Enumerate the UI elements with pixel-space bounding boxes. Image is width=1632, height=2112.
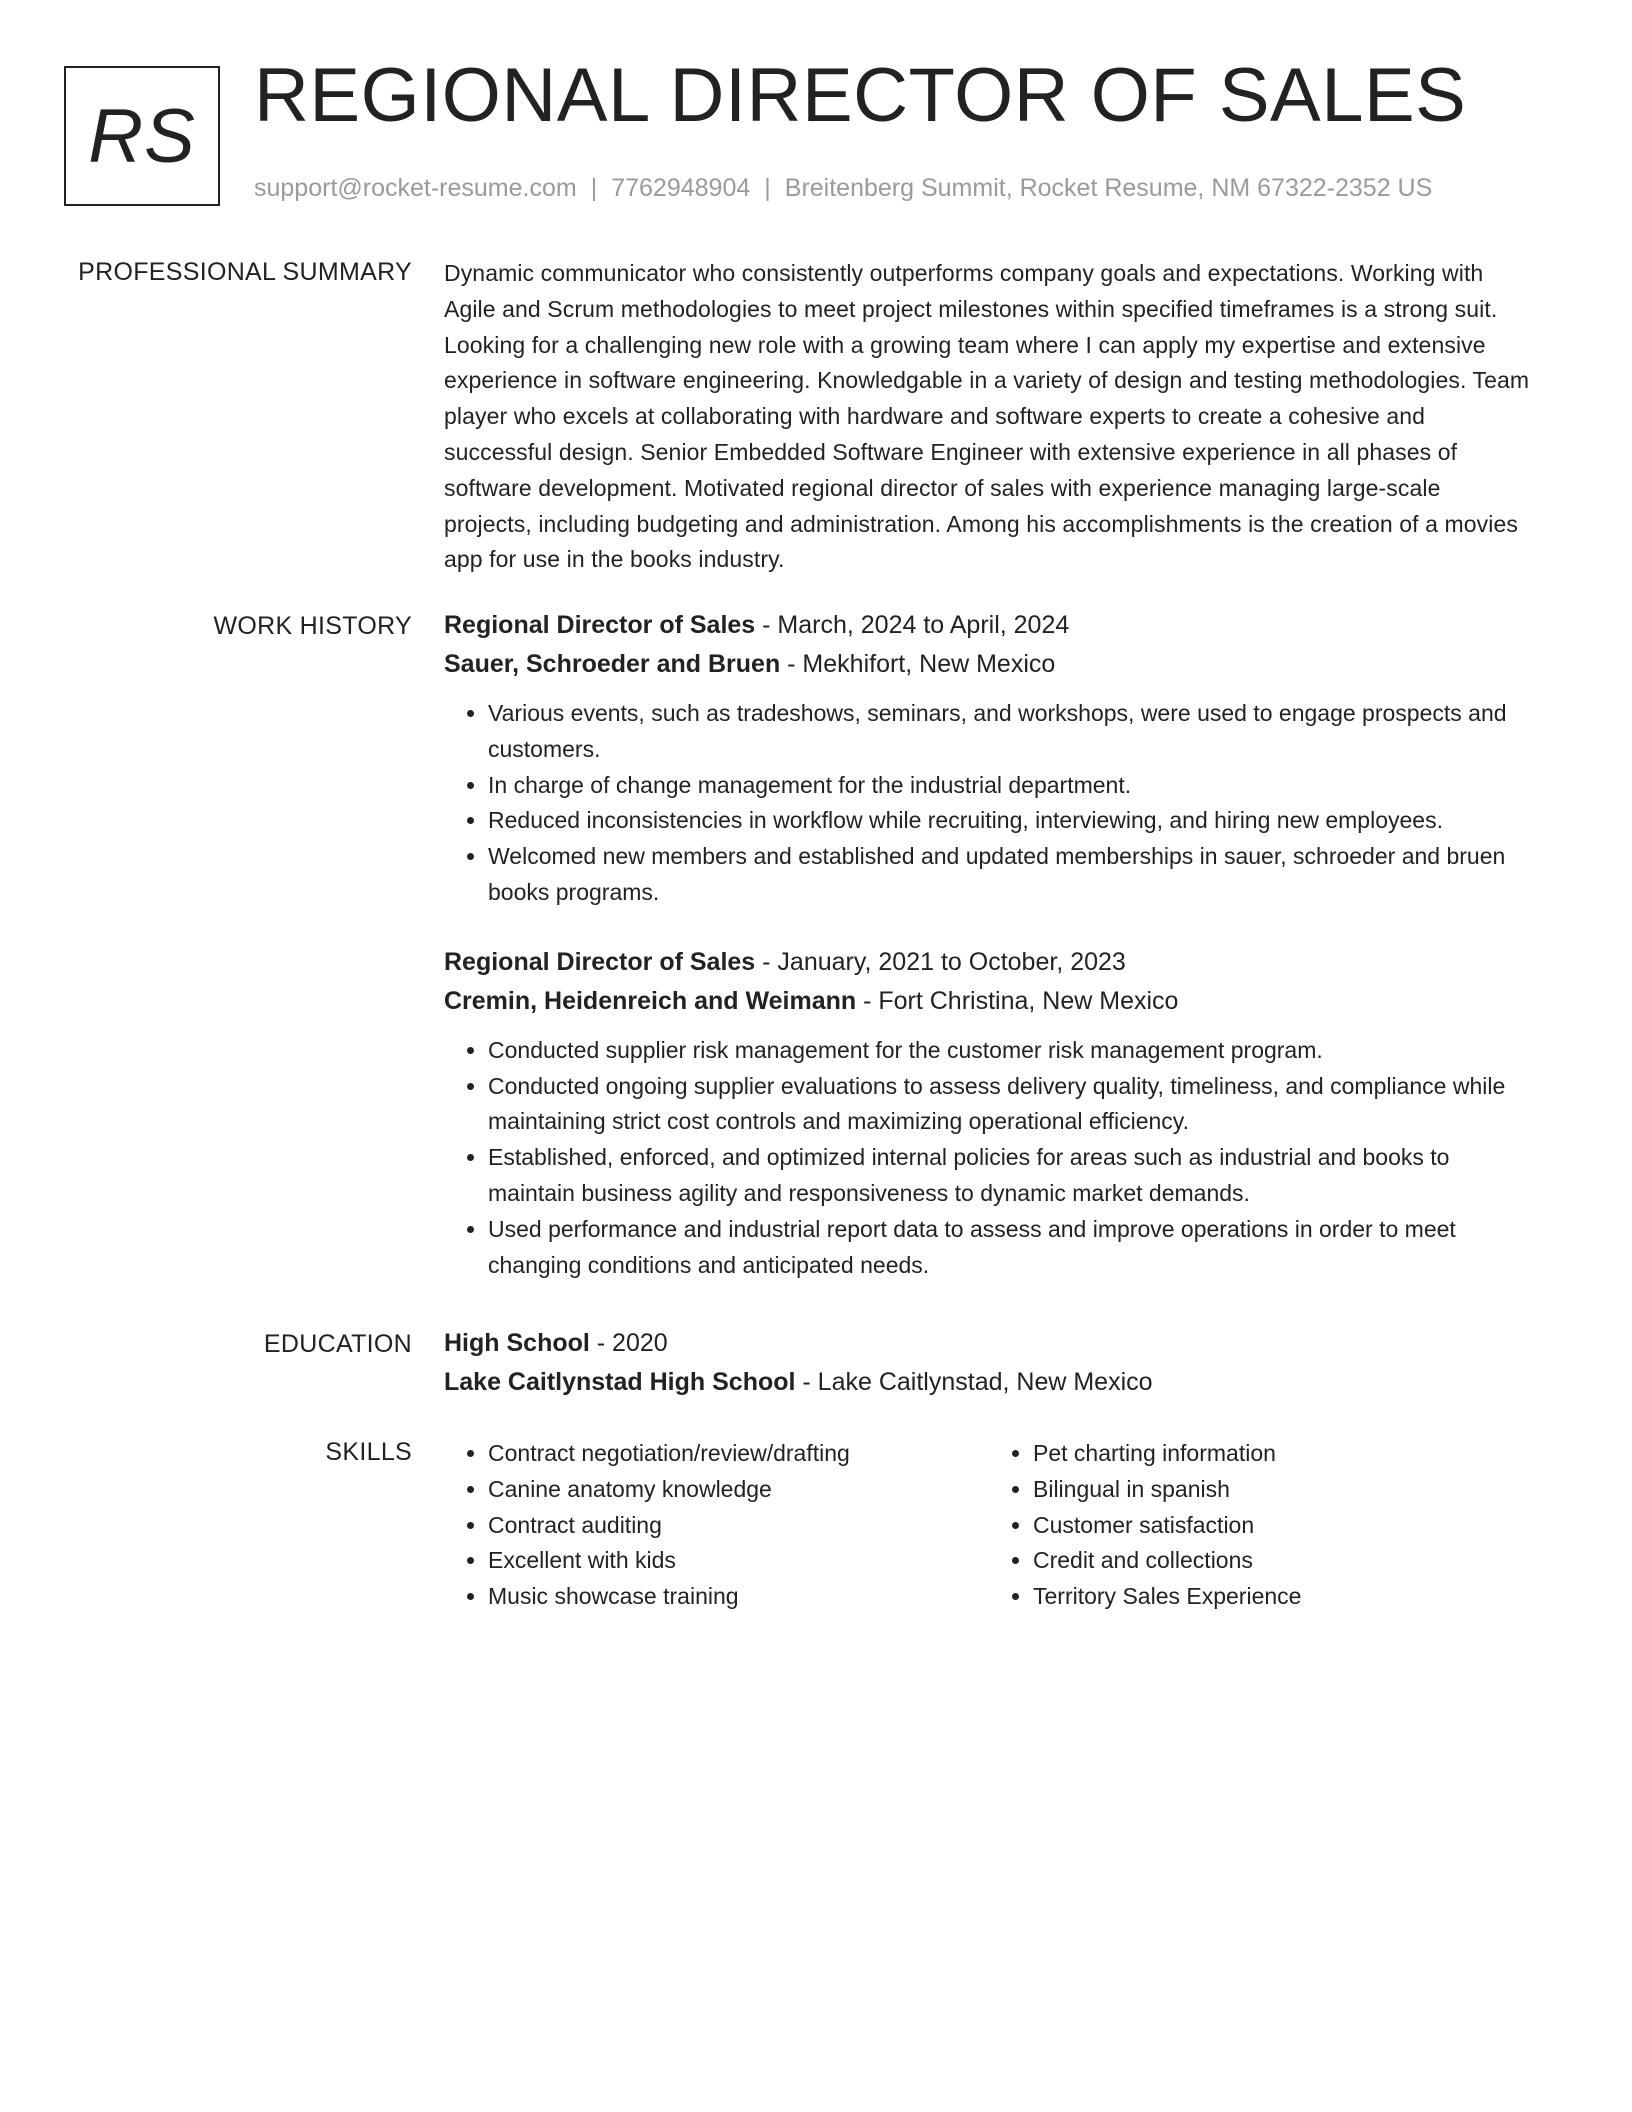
skill-item: • Contract auditing: [488, 1508, 850, 1544]
contact-line: [254, 174, 1432, 203]
monogram-text: RS: [88, 93, 196, 179]
job-role-line: [444, 943, 1534, 982]
job-bullet: • Conducted ongoing supplier evaluations to assess delivery quality, timeliness, and compliance while maintaining strict cost controls and maximizing operational efficiency.: [488, 1069, 1534, 1141]
job-bullets: [444, 1033, 1534, 1284]
job-bullet: • Welcomed new members and established and updated memberships in sauer, schroeder and bruen books programs.: [488, 839, 1534, 911]
summary-text: Dynamic communicator who consistently outperforms company goals and expectations. Working with Agile and Scrum methodologies to meet project milestones within specified timeframes is a strong suit. Looking for a challenging new role with a growing team where I can apply my expertise and extensive experience in software engineering. Knowledgable in a variety of design and testing methodologies. Team player who excels at collaborating with hardware and software experts to create a cohesive and successful design. Senior Embedded Software Engineer with extensive experience in all phases of software development. Motivated regional director of sales with experience managing large-scale projects, including budgeting and administration. Among his accomplishments is the creation of a movies app for use in the books industry.: [444, 260, 1530, 573]
skill-item: • Customer satisfaction: [1033, 1508, 1301, 1544]
contact-separator: |: [590, 174, 598, 202]
skill-item: • Territory Sales Experience: [1033, 1579, 1301, 1615]
education-year: - 2020: [589, 1329, 668, 1357]
job-dates: - March, 2024 to April, 2024: [755, 611, 1070, 639]
skills-list-left: [444, 1436, 850, 1615]
job-company: Sauer, Schroeder and Bruen: [444, 650, 781, 678]
section-label-education: EDUCATION: [263, 1330, 412, 1358]
resume-title: REGIONAL DIRECTOR OF SALES: [254, 53, 1467, 138]
education-degree: High School: [444, 1329, 590, 1357]
job-role-line: [444, 606, 1534, 645]
summary-body: [444, 256, 1534, 578]
skill-item: • Excellent with kids: [488, 1543, 850, 1579]
skill-item: • Canine anatomy knowledge: [488, 1472, 850, 1508]
job-location: - Mekhifort, New Mexico: [780, 650, 1056, 678]
job-bullet: • Used performance and industrial report data to assess and improve operations in order to meet changing conditions and anticipated needs.: [488, 1212, 1534, 1284]
job-company: Cremin, Heidenreich and Weimann: [444, 986, 857, 1015]
skill-item: • Credit and collections: [1033, 1543, 1301, 1579]
job-bullet: • Various events, such as tradeshows, seminars, and workshops, were used to engage prospects and customers.: [488, 696, 1534, 768]
section-label-skills: SKILLS: [325, 1438, 412, 1466]
job-company-line: [444, 645, 1534, 684]
contact-email: support@rocket-resume.com: [254, 174, 577, 202]
skill-item: • Music showcase training: [488, 1579, 850, 1615]
job-bullets: [444, 696, 1534, 911]
education-degree-line: [444, 1324, 1534, 1363]
section-label-work-history: WORK HISTORY: [213, 612, 412, 640]
job-bullet: • Reduced inconsistencies in workflow while recruiting, interviewing, and hiring new employees.: [488, 803, 1534, 839]
contact-separator: |: [764, 174, 771, 202]
job-role: Regional Director of Sales: [444, 611, 756, 639]
job-entry: [444, 943, 1534, 1284]
job-role: Regional Director of Sales: [444, 947, 756, 976]
job-location: - Fort Christina, New Mexico: [856, 986, 1179, 1015]
education-school-line: [444, 1363, 1534, 1402]
job-bullet: • Conducted supplier risk management for the customer risk management program.: [488, 1033, 1534, 1069]
job-bullet: • In charge of change management for the industrial department.: [488, 768, 1534, 804]
job-entry: [444, 606, 1534, 911]
contact-phone: 7762948904: [611, 174, 751, 202]
education-location: - Lake Caitlynstad, New Mexico: [795, 1368, 1153, 1396]
section-label-summary: PROFESSIONAL SUMMARY: [78, 258, 412, 286]
skill-item: • Contract negotiation/review/drafting: [488, 1436, 850, 1472]
job-bullet: • Established, enforced, and optimized internal policies for areas such as industrial and books to maintain business agility and responsiveness to dynamic market demands.: [488, 1140, 1534, 1212]
education-school: Lake Caitlynstad High School: [444, 1368, 796, 1396]
job-company-line: [444, 982, 1534, 1021]
monogram-logo: [64, 66, 220, 206]
education-body: [444, 1324, 1534, 1402]
skill-item: • Bilingual in spanish: [1033, 1472, 1301, 1508]
skills-list-right: [989, 1436, 1301, 1615]
contact-address: Breitenberg Summit, Rocket Resume, NM 67322-2352 US: [784, 174, 1433, 202]
job-dates: - January, 2021 to October, 2023: [755, 947, 1126, 976]
skill-item: • Pet charting information: [1033, 1436, 1301, 1472]
work-history-body: [444, 606, 1534, 1283]
